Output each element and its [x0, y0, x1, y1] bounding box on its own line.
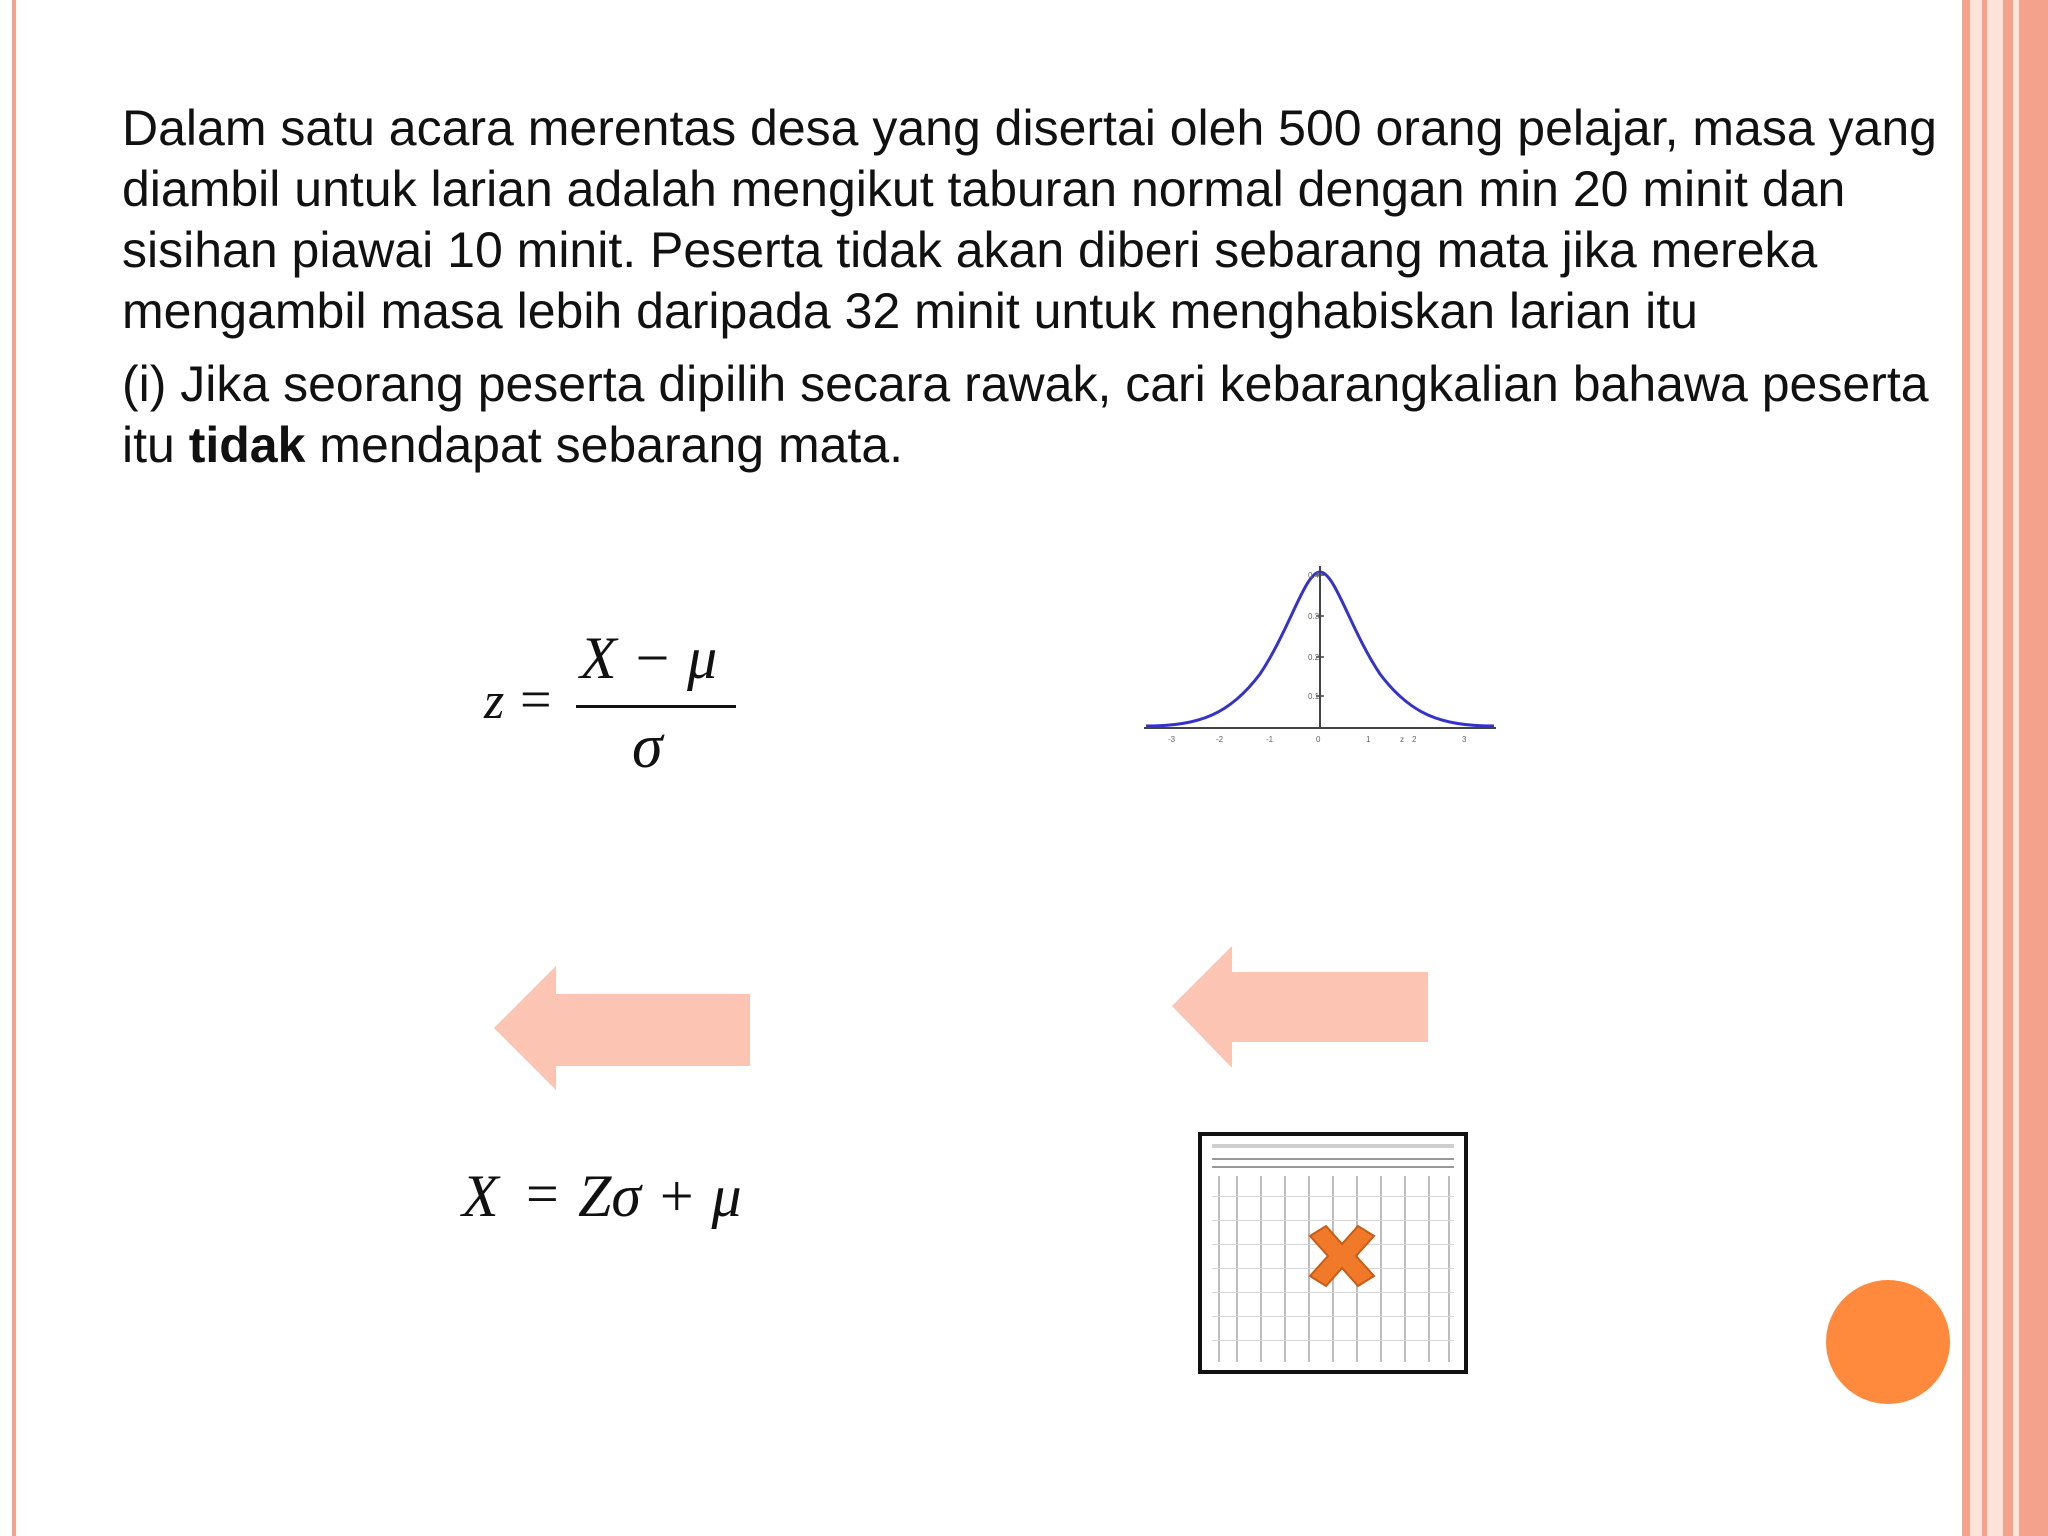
bell-curve-y-tick: 0.2: [1308, 653, 1320, 662]
stripe-5: [2003, 0, 2013, 1536]
stripe-1: [1962, 0, 1970, 1536]
part-i-after: mendapat sebarang mata.: [305, 417, 904, 473]
bell-curve-y-tick: 0.4: [1308, 571, 1320, 580]
question-part-i: [122, 354, 1952, 476]
z-table-image: [1198, 1132, 1468, 1374]
bell-curve-x-tick: -2: [1216, 735, 1224, 744]
formula-z-denominator: σ: [632, 713, 663, 781]
formula-z-lhs: z: [484, 673, 505, 730]
stripe-2: [1970, 0, 1982, 1536]
formula-x-lhs: X: [462, 1163, 499, 1229]
formula-z-fraction-bar: [576, 705, 736, 708]
accent-circle: [1826, 1280, 1950, 1404]
question-paragraph: Dalam satu acara merentas desa yang disertai oleh 500 orang pelajar, masa yang diambil untuk larian adalah mengikut taburan normal dengan min 20 minit dan sisihan piawai 10 minit. Peserta tidak akan diberi sebarang mata jika mereka mengambil masa lebih daripada 32 minit untuk menghabiskan larian itu: [122, 100, 1937, 339]
bell-curve-image: [1140, 564, 1500, 754]
bell-curve-y-tick: 0.3: [1308, 612, 1320, 621]
formula-x-equals: =: [526, 1161, 559, 1226]
cross-icon: [1310, 1226, 1374, 1286]
bell-curve-y-tick: 0.1: [1308, 692, 1320, 701]
formula-z-numerator: X − μ: [580, 625, 718, 691]
stripe-left: [12, 0, 16, 1536]
formula-x-rhs: Zσ + μ: [578, 1163, 742, 1229]
part-i-before: (i) Jika seorang peserta dipilih secara rawak, cari kebarangkalian bahawa peserta itu: [122, 356, 1929, 473]
part-i-bold: tidak: [188, 417, 306, 473]
bell-curve-x-tick: 3: [1462, 735, 1467, 744]
bell-curve-x-tick: 1: [1366, 735, 1371, 744]
formula-z-equals: =: [520, 669, 552, 731]
bell-curve-x-tick: 0: [1316, 735, 1321, 744]
stripe-4: [1987, 0, 2003, 1536]
bell-curve-x-tick: -3: [1168, 735, 1176, 744]
arrow-left-icon[interactable]: [1172, 946, 1430, 1068]
arrow-left-icon[interactable]: [494, 966, 754, 1090]
bell-curve-x-tick: -1: [1266, 735, 1274, 744]
z-table-grid: [1202, 1136, 1464, 1370]
bell-curve-x-label: z: [1400, 735, 1404, 744]
stripe-7: [2019, 0, 2048, 1536]
bell-curve-x-tick: 2: [1412, 735, 1417, 744]
question-text: [122, 98, 1952, 476]
